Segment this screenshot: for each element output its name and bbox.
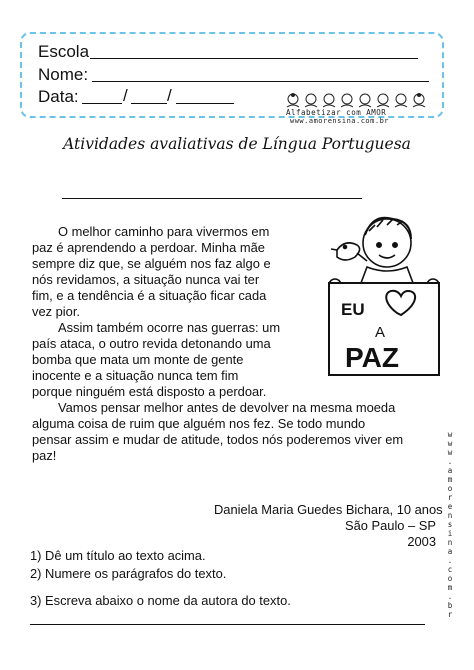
text-line: porque ninguém está disposto a perdoar.	[32, 383, 267, 399]
text-line: sempre diz que, se alguém nos faz algo e	[32, 255, 271, 271]
side-url-char: r	[447, 493, 453, 502]
side-url-char: w	[447, 439, 453, 448]
text-line: nós revidamos, a situação nunca vai ter	[32, 271, 260, 287]
side-url-char: .	[447, 457, 453, 466]
question-1: 1) Dê um título ao texto acima.	[30, 548, 206, 563]
date-label: Data:	[38, 87, 79, 106]
logo-caption: Alfabetizar com AMOR	[286, 108, 387, 117]
author-answer-line[interactable]	[30, 624, 425, 625]
text-line: inocente e a situação nunca tem fim	[32, 367, 239, 383]
sign-word-paz: PAZ	[345, 342, 399, 373]
date-day-field[interactable]	[82, 103, 122, 104]
side-url-char: n	[447, 538, 453, 547]
question-2: 2) Numere os parágrafos do texto.	[30, 566, 227, 581]
title-answer-line[interactable]	[62, 198, 362, 199]
author-year: 2003	[407, 533, 436, 549]
text-line: vez pior.	[32, 303, 81, 319]
side-url-char: a	[447, 466, 453, 475]
text-line: pensar assim e mudar de atitude, todos nós poderemos viver em	[32, 431, 404, 447]
text-line: O melhor caminho para vivermos em	[58, 224, 270, 239]
child-peace-sign-illustration	[315, 205, 445, 380]
logo-url: www.amorensina.com.br	[290, 117, 390, 125]
text-line: paz!	[32, 447, 57, 463]
date-year-field[interactable]	[176, 103, 234, 104]
author-place: São Paulo – SP	[344, 517, 436, 533]
paragraph-1	[32, 224, 271, 319]
text-line: Assim também ocorre nas guerras: um	[58, 320, 281, 335]
text-line: bomba que mata um monte de gente	[32, 351, 244, 367]
author-name: Daniela Maria Guedes Bichara, 10 anos	[214, 502, 443, 517]
side-url-char: w	[447, 448, 453, 457]
question-3: 3) Escreva abaixo o nome da autora do texto.	[30, 593, 291, 608]
name-label: Nome:	[38, 65, 89, 84]
page-title: Atividades avaliativas de Língua Portuguesa	[63, 135, 411, 153]
side-url-char: s	[447, 520, 453, 529]
side-url-char: .	[447, 556, 453, 565]
sign-word-a: A	[375, 324, 386, 341]
side-url-char: m	[447, 583, 453, 592]
side-url-char: a	[447, 547, 453, 556]
school-label: Escola	[38, 42, 90, 61]
side-url-char: .	[447, 592, 453, 601]
side-url-char: c	[447, 565, 453, 574]
side-url-char: e	[447, 502, 453, 511]
side-url-char: n	[447, 511, 453, 520]
signature-block	[214, 502, 443, 550]
name-field[interactable]	[92, 81, 429, 82]
side-url-char: b	[447, 601, 453, 610]
date-separator: /	[123, 86, 128, 105]
text-line: país ataca, o outro revida detonando uma	[32, 335, 271, 351]
side-url-char: r	[447, 610, 453, 619]
date-month-field[interactable]	[131, 103, 167, 104]
text-line: Vamos pensar melhor antes de devolver na mesma moeda	[58, 400, 396, 415]
sign-word-eu: EU	[341, 300, 365, 319]
side-url-vertical	[442, 430, 458, 619]
date-separator: /	[167, 86, 172, 105]
side-url-char: w	[447, 430, 453, 439]
side-url-char: i	[447, 529, 453, 538]
school-field[interactable]	[90, 58, 418, 59]
paragraph-2	[32, 320, 280, 400]
side-url-char: m	[447, 475, 453, 484]
side-url-char: o	[447, 484, 453, 493]
text-line: fim, e a tendência é a situação ficar cada	[32, 287, 267, 303]
paragraph-3	[32, 400, 403, 464]
text-line: paz é aprendendo a perdoar. Minha mãe	[32, 239, 265, 255]
text-line: alguma coisa de ruim que alguém nos fez. Se todo mundo	[32, 415, 366, 431]
side-url-char: o	[447, 574, 453, 583]
